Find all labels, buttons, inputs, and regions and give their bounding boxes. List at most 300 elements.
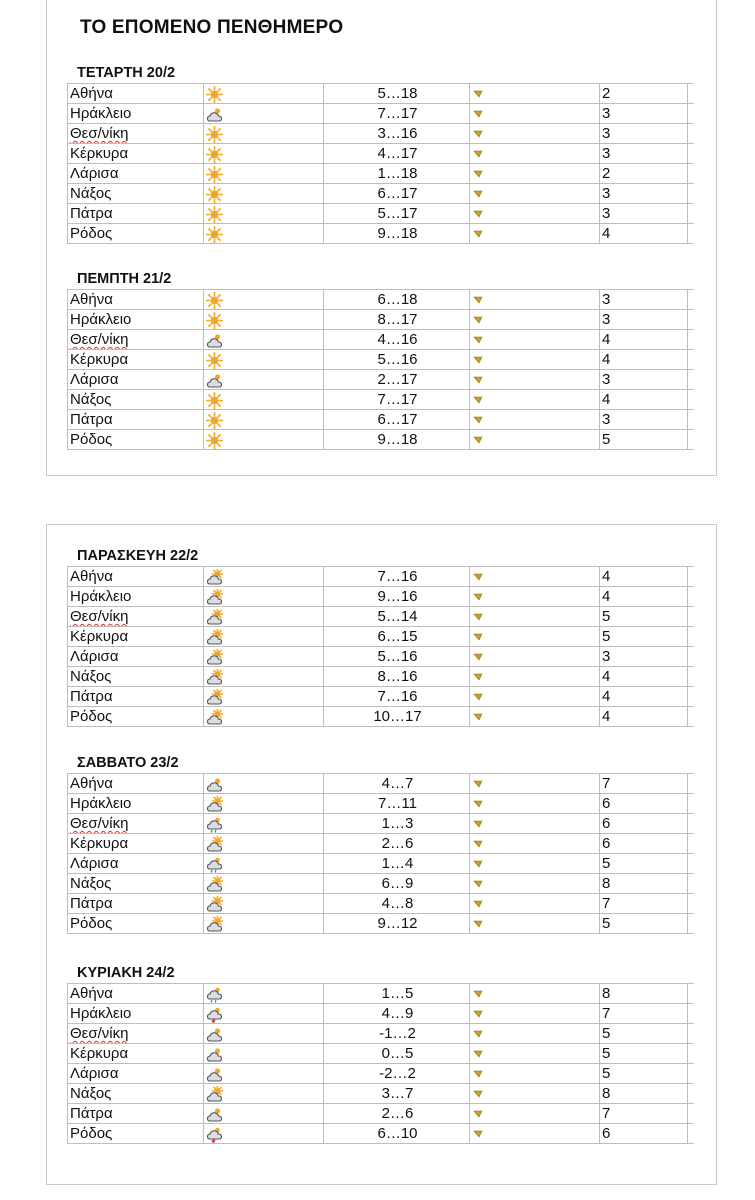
city-name: Ηράκλειο bbox=[70, 1005, 132, 1022]
weather-cell bbox=[204, 1044, 324, 1064]
clipped-cell bbox=[688, 410, 694, 430]
weather-cell bbox=[204, 587, 324, 607]
city-name: Πάτρα bbox=[70, 205, 113, 222]
clipped-cell bbox=[688, 914, 694, 934]
city-name: Αθήνα bbox=[70, 291, 113, 308]
wind-arrow-icon bbox=[472, 374, 484, 386]
city-cell bbox=[68, 687, 204, 707]
wind-force-cell: 4 bbox=[600, 224, 688, 244]
temperature-cell: 5…18 bbox=[324, 84, 470, 104]
wind-arrow-icon bbox=[472, 354, 484, 366]
city-cell bbox=[68, 587, 204, 607]
table-row bbox=[68, 144, 694, 164]
city-name: Ηράκλειο bbox=[70, 105, 132, 122]
wind-direction-cell bbox=[470, 1044, 600, 1064]
temperature-cell: 2…17 bbox=[324, 370, 470, 390]
wind-arrow-icon bbox=[472, 1108, 484, 1120]
clipped-cell bbox=[688, 707, 694, 727]
table-row bbox=[68, 687, 694, 707]
city-name: Ηράκλειο bbox=[70, 795, 132, 812]
wind-force-cell: 3 bbox=[600, 410, 688, 430]
table-row bbox=[68, 184, 694, 204]
day-title: ΣΑΒΒΑΤΟ 23/2 bbox=[77, 755, 179, 771]
clipped-cell bbox=[688, 774, 694, 794]
temperature-cell: 5…16 bbox=[324, 647, 470, 667]
sun-icon bbox=[206, 292, 223, 309]
city-cell bbox=[68, 814, 204, 834]
wind-arrow-icon bbox=[472, 1128, 484, 1140]
city-cell bbox=[68, 104, 204, 124]
rain-icon bbox=[206, 986, 223, 1003]
clipped-cell bbox=[688, 224, 694, 244]
weather-cell bbox=[204, 224, 324, 244]
temperature-cell: 2…6 bbox=[324, 1104, 470, 1124]
temperature-cell: 2…6 bbox=[324, 834, 470, 854]
table-row bbox=[68, 774, 694, 794]
weather-cell bbox=[204, 894, 324, 914]
table-row bbox=[68, 390, 694, 410]
city-cell bbox=[68, 854, 204, 874]
thunderstorm-icon bbox=[206, 1126, 223, 1143]
city-cell bbox=[68, 1024, 204, 1044]
partly-cloudy-icon bbox=[206, 569, 223, 586]
wind-arrow-icon bbox=[472, 228, 484, 240]
temperature-cell: 9…16 bbox=[324, 587, 470, 607]
city-name: Θεσ/νίκη bbox=[70, 815, 129, 832]
temperature-cell: -1…2 bbox=[324, 1024, 470, 1044]
temperature-cell: 4…8 bbox=[324, 894, 470, 914]
cloud-icon bbox=[206, 332, 223, 349]
clipped-cell bbox=[688, 794, 694, 814]
clipped-cell bbox=[688, 1104, 694, 1124]
wind-force-cell: 4 bbox=[600, 567, 688, 587]
rain-icon bbox=[206, 856, 223, 873]
table-row bbox=[68, 310, 694, 330]
wind-direction-cell bbox=[470, 984, 600, 1004]
temperature-cell: 1…4 bbox=[324, 854, 470, 874]
city-name: Κέρκυρα bbox=[70, 1045, 129, 1062]
wind-force-cell: 3 bbox=[600, 184, 688, 204]
city-cell bbox=[68, 984, 204, 1004]
wind-force-cell: 4 bbox=[600, 587, 688, 607]
day-section bbox=[67, 269, 697, 450]
city-name: Θεσ/νίκη bbox=[70, 331, 129, 348]
table-row bbox=[68, 370, 694, 390]
city-name: Θεσ/νίκη bbox=[70, 125, 129, 142]
sun-icon bbox=[206, 412, 223, 429]
wind-force-cell: 8 bbox=[600, 984, 688, 1004]
wind-force-cell: 7 bbox=[600, 894, 688, 914]
wind-arrow-icon bbox=[472, 918, 484, 930]
wind-direction-cell bbox=[470, 814, 600, 834]
city-name: Νάξος bbox=[70, 875, 112, 892]
wind-arrow-icon bbox=[472, 691, 484, 703]
thunderstorm-icon bbox=[206, 1006, 223, 1023]
partly-cloudy-icon bbox=[206, 896, 223, 913]
clipped-cell bbox=[688, 567, 694, 587]
wind-direction-cell bbox=[470, 647, 600, 667]
wind-force-cell: 5 bbox=[600, 914, 688, 934]
clipped-cell bbox=[688, 874, 694, 894]
weather-cell bbox=[204, 607, 324, 627]
table-row bbox=[68, 1104, 694, 1124]
wind-direction-cell bbox=[470, 567, 600, 587]
sun-icon bbox=[206, 432, 223, 449]
city-name: Πάτρα bbox=[70, 1105, 113, 1122]
city-cell bbox=[68, 707, 204, 727]
wind-direction-cell bbox=[470, 854, 600, 874]
table-row bbox=[68, 1124, 694, 1144]
clipped-cell bbox=[688, 124, 694, 144]
city-cell bbox=[68, 430, 204, 450]
table-row bbox=[68, 814, 694, 834]
day-section bbox=[67, 963, 697, 1144]
wind-force-cell: 6 bbox=[600, 834, 688, 854]
wind-arrow-icon bbox=[472, 208, 484, 220]
temperature-cell: 4…9 bbox=[324, 1004, 470, 1024]
day-title: ΠΑΡΑΣΚΕΥΗ 22/2 bbox=[77, 548, 199, 564]
city-cell bbox=[68, 370, 204, 390]
wind-force-cell: 8 bbox=[600, 1084, 688, 1104]
city-name: Αθήνα bbox=[70, 85, 113, 102]
forecast-table bbox=[67, 566, 694, 727]
city-cell bbox=[68, 1124, 204, 1144]
wind-direction-cell bbox=[470, 587, 600, 607]
wind-direction-cell bbox=[470, 1104, 600, 1124]
wind-arrow-icon bbox=[472, 168, 484, 180]
city-cell bbox=[68, 627, 204, 647]
city-name: Αθήνα bbox=[70, 568, 113, 585]
wind-force-cell: 7 bbox=[600, 1004, 688, 1024]
wind-direction-cell bbox=[470, 1084, 600, 1104]
city-name: Λάρισα bbox=[70, 165, 119, 182]
wind-direction-cell bbox=[470, 330, 600, 350]
temperature-cell: 4…16 bbox=[324, 330, 470, 350]
weather-cell bbox=[204, 1004, 324, 1024]
temperature-cell: 7…16 bbox=[324, 567, 470, 587]
city-cell bbox=[68, 184, 204, 204]
clipped-cell bbox=[688, 667, 694, 687]
partly-cloudy-icon bbox=[206, 1086, 223, 1103]
wind-force-cell: 8 bbox=[600, 874, 688, 894]
table-row bbox=[68, 124, 694, 144]
wind-direction-cell bbox=[470, 184, 600, 204]
wind-direction-cell bbox=[470, 667, 600, 687]
clipped-cell bbox=[688, 687, 694, 707]
sun-icon bbox=[206, 86, 223, 103]
city-name: Κέρκυρα bbox=[70, 145, 129, 162]
wind-force-cell: 5 bbox=[600, 1044, 688, 1064]
clipped-cell bbox=[688, 430, 694, 450]
weather-cell bbox=[204, 984, 324, 1004]
table-row bbox=[68, 914, 694, 934]
table-row bbox=[68, 290, 694, 310]
clipped-cell bbox=[688, 330, 694, 350]
wind-arrow-icon bbox=[472, 108, 484, 120]
wind-arrow-icon bbox=[472, 148, 484, 160]
table-row bbox=[68, 874, 694, 894]
page-2 bbox=[46, 524, 717, 1185]
city-cell bbox=[68, 567, 204, 587]
table-row bbox=[68, 1024, 694, 1044]
city-cell bbox=[68, 84, 204, 104]
weather-cell bbox=[204, 914, 324, 934]
temperature-cell: 5…16 bbox=[324, 350, 470, 370]
wind-direction-cell bbox=[470, 774, 600, 794]
wind-force-cell: 5 bbox=[600, 1064, 688, 1084]
wind-direction-cell bbox=[470, 224, 600, 244]
clipped-cell bbox=[688, 370, 694, 390]
wind-direction-cell bbox=[470, 627, 600, 647]
clipped-cell bbox=[688, 390, 694, 410]
table-row bbox=[68, 104, 694, 124]
cloud-icon bbox=[206, 1106, 223, 1123]
wind-direction-cell bbox=[470, 84, 600, 104]
clipped-cell bbox=[688, 854, 694, 874]
cloud-icon bbox=[206, 372, 223, 389]
weather-cell bbox=[204, 164, 324, 184]
wind-direction-cell bbox=[470, 204, 600, 224]
city-name: Νάξος bbox=[70, 668, 112, 685]
partly-cloudy-icon bbox=[206, 796, 223, 813]
wind-force-cell: 3 bbox=[600, 310, 688, 330]
wind-direction-cell bbox=[470, 430, 600, 450]
day-title: ΠΕΜΠΤΗ 21/2 bbox=[77, 271, 172, 287]
wind-force-cell: 5 bbox=[600, 1024, 688, 1044]
temperature-cell: 6…18 bbox=[324, 290, 470, 310]
table-row bbox=[68, 587, 694, 607]
wind-arrow-icon bbox=[472, 394, 484, 406]
city-name: Νάξος bbox=[70, 391, 112, 408]
wind-arrow-icon bbox=[472, 1008, 484, 1020]
wind-force-cell: 2 bbox=[600, 164, 688, 184]
city-cell bbox=[68, 607, 204, 627]
city-cell bbox=[68, 834, 204, 854]
wind-force-cell: 3 bbox=[600, 104, 688, 124]
wind-force-cell: 5 bbox=[600, 627, 688, 647]
temperature-cell: 6…17 bbox=[324, 184, 470, 204]
city-name: Πάτρα bbox=[70, 895, 113, 912]
sun-icon bbox=[206, 226, 223, 243]
weather-cell bbox=[204, 854, 324, 874]
partly-cloudy-icon bbox=[206, 876, 223, 893]
wind-direction-cell bbox=[470, 350, 600, 370]
clipped-cell bbox=[688, 814, 694, 834]
table-row bbox=[68, 627, 694, 647]
city-cell bbox=[68, 390, 204, 410]
temperature-cell: 6…15 bbox=[324, 627, 470, 647]
city-name: Ηράκλειο bbox=[70, 311, 132, 328]
city-cell bbox=[68, 330, 204, 350]
table-row bbox=[68, 707, 694, 727]
weather-cell bbox=[204, 567, 324, 587]
clipped-cell bbox=[688, 1044, 694, 1064]
weather-cell bbox=[204, 310, 324, 330]
wind-direction-cell bbox=[470, 914, 600, 934]
wind-arrow-icon bbox=[472, 631, 484, 643]
sun-icon bbox=[206, 186, 223, 203]
city-cell bbox=[68, 204, 204, 224]
wind-arrow-icon bbox=[472, 1088, 484, 1100]
wind-direction-cell bbox=[470, 124, 600, 144]
city-cell bbox=[68, 1064, 204, 1084]
wind-direction-cell bbox=[470, 144, 600, 164]
clipped-cell bbox=[688, 834, 694, 854]
wind-arrow-icon bbox=[472, 414, 484, 426]
table-row bbox=[68, 894, 694, 914]
table-row bbox=[68, 410, 694, 430]
city-name: Ρόδος bbox=[70, 431, 113, 448]
wind-arrow-icon bbox=[472, 818, 484, 830]
clipped-cell bbox=[688, 84, 694, 104]
wind-arrow-icon bbox=[472, 571, 484, 583]
weather-cell bbox=[204, 84, 324, 104]
clipped-cell bbox=[688, 1004, 694, 1024]
cloud-icon bbox=[206, 1066, 223, 1083]
weather-cell bbox=[204, 707, 324, 727]
city-name: Νάξος bbox=[70, 1085, 112, 1102]
temperature-cell: 6…10 bbox=[324, 1124, 470, 1144]
city-name: Θεσ/νίκη bbox=[70, 1025, 129, 1042]
wind-direction-cell bbox=[470, 310, 600, 330]
table-row bbox=[68, 647, 694, 667]
clipped-cell bbox=[688, 894, 694, 914]
city-name: Λάρισα bbox=[70, 855, 119, 872]
wind-direction-cell bbox=[470, 410, 600, 430]
wind-force-cell: 6 bbox=[600, 814, 688, 834]
partly-cloudy-icon bbox=[206, 669, 223, 686]
clipped-cell bbox=[688, 164, 694, 184]
partly-cloudy-icon bbox=[206, 916, 223, 933]
weather-cell bbox=[204, 204, 324, 224]
wind-direction-cell bbox=[470, 290, 600, 310]
wind-force-cell: 3 bbox=[600, 290, 688, 310]
wind-direction-cell bbox=[470, 1004, 600, 1024]
weather-cell bbox=[204, 794, 324, 814]
weather-cell bbox=[204, 370, 324, 390]
table-row bbox=[68, 224, 694, 244]
wind-force-cell: 7 bbox=[600, 774, 688, 794]
sun-icon bbox=[206, 352, 223, 369]
wind-arrow-icon bbox=[472, 294, 484, 306]
city-name: Ρόδος bbox=[70, 225, 113, 242]
wind-direction-cell bbox=[470, 390, 600, 410]
wind-force-cell: 7 bbox=[600, 1104, 688, 1124]
clipped-cell bbox=[688, 204, 694, 224]
wind-direction-cell bbox=[470, 707, 600, 727]
table-row bbox=[68, 330, 694, 350]
temperature-cell: 6…9 bbox=[324, 874, 470, 894]
wind-arrow-icon bbox=[472, 858, 484, 870]
sun-icon bbox=[206, 392, 223, 409]
wind-force-cell: 4 bbox=[600, 350, 688, 370]
clipped-cell bbox=[688, 184, 694, 204]
temperature-cell: 4…17 bbox=[324, 144, 470, 164]
table-row bbox=[68, 204, 694, 224]
forecast-table bbox=[67, 773, 694, 934]
weather-cell bbox=[204, 1024, 324, 1044]
city-name: Κέρκυρα bbox=[70, 835, 129, 852]
wind-arrow-icon bbox=[472, 798, 484, 810]
temperature-cell: 3…16 bbox=[324, 124, 470, 144]
wind-arrow-icon bbox=[472, 711, 484, 723]
wind-direction-cell bbox=[470, 834, 600, 854]
weather-cell bbox=[204, 667, 324, 687]
table-row bbox=[68, 164, 694, 184]
city-cell bbox=[68, 1104, 204, 1124]
weather-cell bbox=[204, 410, 324, 430]
day-title: ΚΥΡΙΑΚΗ 24/2 bbox=[77, 965, 175, 981]
weather-cell bbox=[204, 774, 324, 794]
temperature-cell: -2…2 bbox=[324, 1064, 470, 1084]
temperature-cell: 7…17 bbox=[324, 104, 470, 124]
wind-force-cell: 4 bbox=[600, 330, 688, 350]
table-row bbox=[68, 984, 694, 1004]
weather-cell bbox=[204, 647, 324, 667]
city-cell bbox=[68, 1084, 204, 1104]
partly-cloudy-icon bbox=[206, 836, 223, 853]
clipped-cell bbox=[688, 290, 694, 310]
temperature-cell: 1…3 bbox=[324, 814, 470, 834]
forecast-table bbox=[67, 83, 694, 244]
weather-cell bbox=[204, 104, 324, 124]
wind-force-cell: 3 bbox=[600, 204, 688, 224]
weather-cell bbox=[204, 834, 324, 854]
weather-cell bbox=[204, 1084, 324, 1104]
wind-arrow-icon bbox=[472, 671, 484, 683]
forecast-table bbox=[67, 289, 694, 450]
temperature-cell: 5…14 bbox=[324, 607, 470, 627]
wind-arrow-icon bbox=[472, 188, 484, 200]
city-cell bbox=[68, 774, 204, 794]
temperature-cell: 7…11 bbox=[324, 794, 470, 814]
table-row bbox=[68, 567, 694, 587]
wind-direction-cell bbox=[470, 1064, 600, 1084]
clipped-cell bbox=[688, 587, 694, 607]
wind-force-cell: 2 bbox=[600, 84, 688, 104]
temperature-cell: 9…18 bbox=[324, 430, 470, 450]
city-name: Νάξος bbox=[70, 185, 112, 202]
wind-arrow-icon bbox=[472, 898, 484, 910]
city-cell bbox=[68, 124, 204, 144]
wind-force-cell: 3 bbox=[600, 647, 688, 667]
partly-cloudy-icon bbox=[206, 609, 223, 626]
city-name: Αθήνα bbox=[70, 775, 113, 792]
city-name: Λάρισα bbox=[70, 1065, 119, 1082]
wind-force-cell: 4 bbox=[600, 667, 688, 687]
wind-arrow-icon bbox=[472, 128, 484, 140]
city-cell bbox=[68, 647, 204, 667]
temperature-cell: 4…7 bbox=[324, 774, 470, 794]
wind-direction-cell bbox=[470, 607, 600, 627]
table-row bbox=[68, 1064, 694, 1084]
wind-direction-cell bbox=[470, 1124, 600, 1144]
day-section bbox=[67, 753, 697, 934]
city-name: Κέρκυρα bbox=[70, 351, 129, 368]
wind-force-cell: 4 bbox=[600, 390, 688, 410]
clipped-cell bbox=[688, 1124, 694, 1144]
city-name: Λάρισα bbox=[70, 371, 119, 388]
temperature-cell: 3…7 bbox=[324, 1084, 470, 1104]
temperature-cell: 7…17 bbox=[324, 390, 470, 410]
cloud-icon bbox=[206, 776, 223, 793]
city-cell bbox=[68, 310, 204, 330]
wind-force-cell: 4 bbox=[600, 687, 688, 707]
city-name: Ρόδος bbox=[70, 1125, 113, 1142]
sun-icon bbox=[206, 146, 223, 163]
wind-direction-cell bbox=[470, 370, 600, 390]
city-name: Αθήνα bbox=[70, 985, 113, 1002]
